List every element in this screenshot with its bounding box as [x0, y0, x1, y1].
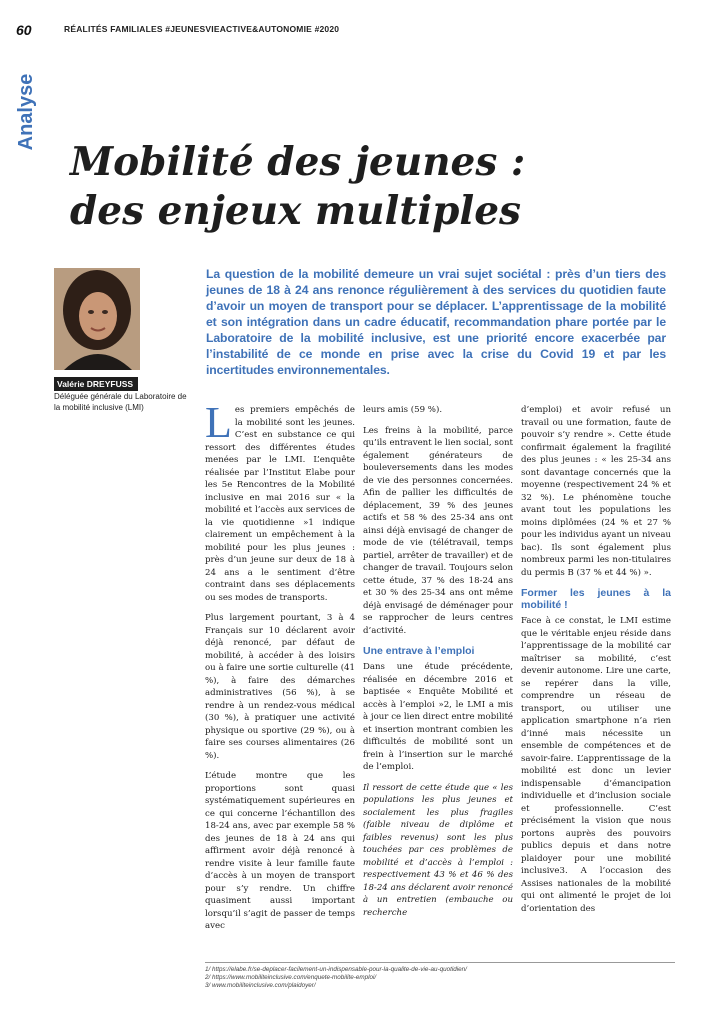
body-column-1 [205, 398, 355, 941]
body-column-3 [521, 404, 671, 923]
footnote-link[interactable]: 1/ https://elabe.fr/se-deplacer-facilement-un-indispensable-pour-la-qualite-de-vie-au-quotidien/ [205, 966, 467, 973]
body-paragraph: d’emploi) et avoir refusé un travail ou une formation, faute de pouvoir s’y rendre ». Cette étude confirmait également la fragilité des plus jeunes : « les 25-34 ans sont davantage concernés que la moyenne (respectivement 24 % et 32 %). Le phénomène touche avant tout les populations les moins diplômées (24 % et 27 % pour les individus ayant un niveau bac). Ils sont également plus nombreux parmi les non-titulaires du permis B (37 % et 44 %) ». [521, 405, 671, 578]
footnote-link[interactable]: 3/ www.mobiliteinclusive.com/plaidoyer/ [205, 982, 316, 989]
footnote-link[interactable]: 2/ https://www.mobiliteinclusive.com/enquete-mobilite-emploi/ [205, 974, 377, 981]
title-line-1: Mobilité des jeunes : [70, 139, 526, 185]
section-label: Analyse [15, 73, 37, 151]
body-paragraph: Face à ce constat, le LMI estime que le véritable enjeu réside dans l’apprentissage de la mobilité car maîtriser sa mobilité, c’est devenir autonome. Lire une carte, se repérer dans la ville, comprendre un réseau de transport, ou utiliser une application smartphone n’a rien d’inné mais nécessite un ensemble de compétences et de savoir-faire. L’apprentissage de la mobilité est donc un levier indispensable d’émancipation individuelle et d’inclusion sociale et professionnelle. C’est précisément la vision que nous portons auprès des pouvoirs publics depuis et dans notre plaidoyer pour une mobilité inclusive3. A l’occasion des Assises nationales de la mobilité qui ont alimenté le projet de loi d’orientation des [521, 616, 671, 914]
lead-paragraph: La question de la mobilité demeure un vrai sujet sociétal : près d’un tiers des jeunes de 18 à 24 ans renonce régulièrement à des services du quotidien faute d’avoir un moyen de transport pour se déplacer. L’apprentissage de la mobilité et son intégration dans un cadre éducatif, recommandation phare portée par le Laboratoire de la mobilité inclusive, est une priorité encore exacerbée par l’instabilité de ce monde en prise avec la crise du Covid 19 et par les incertitudes environnementales. [206, 267, 666, 377]
title-line-2: des enjeux multiples [70, 188, 522, 234]
body-paragraph: L’étude montre que les proportions sont quasi systématiquement supérieures en ce qui concerne l’échantillon des 18-24 ans, avec par exemple 58 % des jeunes de 18 à 24 ans qui affirment avoir déjà renoncé à rendre visite à leur famille faute d’accès à un moyen de transport pour s’y rendre. Un chiffre quasiment aussi important lorsqu’il s’agit de passer de temps avec [205, 771, 355, 931]
footnotes [205, 962, 675, 990]
article-title [70, 138, 670, 236]
body-paragraph: Plus largement pourtant, 3 à 4 Français sur 10 déclarent avoir déjà renoncé, par défaut de mobilité, à accéder à des loisirs ou à faire une sortie culturelle (41 %), à faire des démarches administratives (56 %), à se rendre à un rendez-vous médical (30 %), à pratiquer une activité physique ou sportive (29 %), ou à faire ses courses alimentaires (26 %). [205, 613, 355, 761]
section-tab [14, 62, 38, 162]
running-title: RÉALITÉS FAMILIALES #JEUNESVIEACTIVE&AUTONOMIE #2020 [64, 24, 340, 34]
author-photo [54, 268, 140, 370]
body-paragraph: Dans une étude précédente, réalisée en décembre 2016 et baptisée « Enquête Mobilité et accès à l’emploi »2, le LMI a mis à jour ce lien direct entre mobilité et insertion montrant combien les difficultés de mobilité sont un frein à l’insertion sur le marché de l’emploi. [363, 662, 513, 772]
subheading: Une entrave à l’emploi [363, 645, 475, 657]
body-paragraph: leurs amis (59 %). [363, 405, 443, 415]
subheading: Former les jeunes à la mobilité ! [521, 587, 671, 611]
author-name: Valérie DREYFUSS [54, 377, 138, 391]
drop-cap: L [205, 398, 232, 447]
body-paragraph: Il ressort de cette étude que « les populations les plus jeunes et socialement les plus fragiles (faible niveau de diplôme et faibles revenus) sont les plus touchées par ces problèmes de mobilité et d’accès à l’emploi : respectivement 43 % et 46 % des 18-24 ans déclarent avoir renoncé à un entretien (embauche ou recherche [363, 782, 513, 918]
author-role: Déléguée générale du Laboratoire de la mobilité inclusive (LMI) [54, 392, 187, 412]
body-paragraph [205, 398, 355, 604]
body-column-2 [363, 404, 513, 927]
body-paragraph: Les freins à la mobilité, parce qu’ils entravent le lien social, sont également générateurs de bouleversements dans les modes de vie des personnes concernées. Afin de pallier les difficultés de déplacement, 39 % des jeunes actifs et 58 % des 25-34 ans ont ainsi déjà envisagé de changer de mode de vie (télétravail, temps partiel, arrêter de travailler) et de changer de travail. Toujours selon cette étude, 37 % des 18-24 ans et 30 % des 25-34 ans ont même déjà envisagé de déménager pour se rapprocher de leurs centres d’activité. [363, 425, 513, 636]
paragraph-text: es premiers empêchés de la mobilité sont les jeunes. C’est en substance ce qui ressort des différentes études menées par le LMI. L’enquête réalisée par l’Institut Elabe pour les 5e Rencontres de la Mobilité inclusive en mai 2016 sur « la mobilité et l’accès aux services de la vie quotidienne »1 indique clairement un empêchement à la mobilité pour les plus jeunes : près d’un jeune sur deux de 18 à 24 ans a le sentiment d’être contraint dans ses déplacements ou ses modes de transports. [205, 405, 355, 603]
page-number: 60 [16, 22, 32, 38]
